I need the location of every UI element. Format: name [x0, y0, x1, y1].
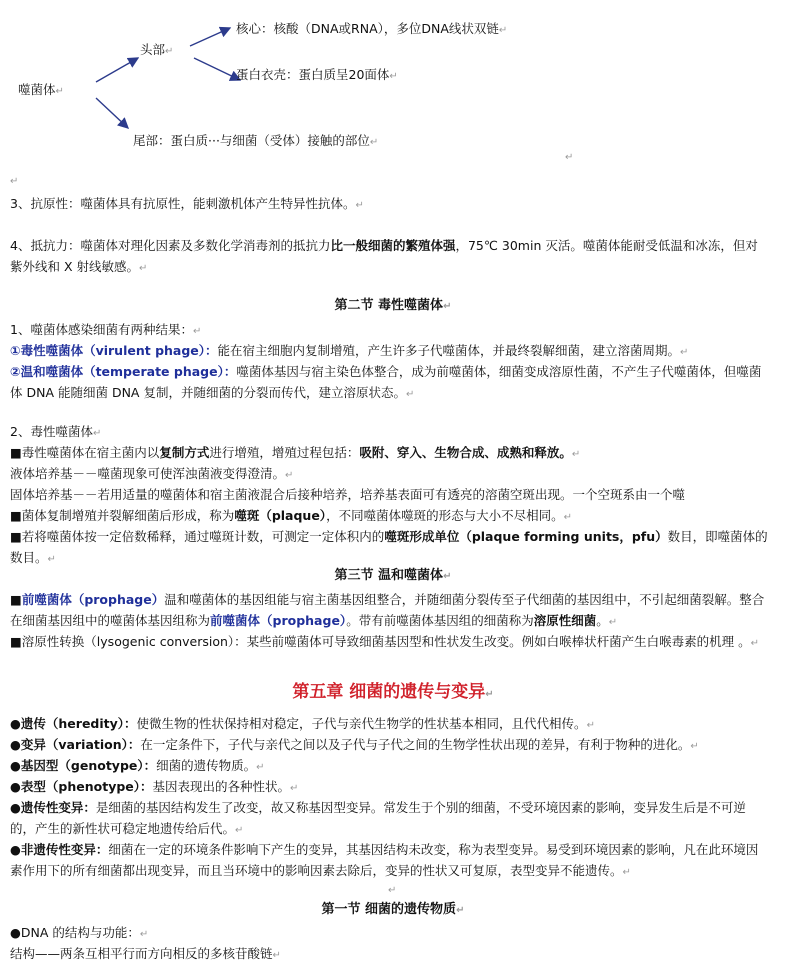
- paragraph: 液体培养基－－噬菌现象可使浑浊菌液变得澄清。↵: [10, 466, 294, 481]
- paragraph-resistance: 4、抵抗力：噬菌体对理化因素及多数化学消毒剂的抵抗力比一般细菌的繁殖体强，75℃ 30min 灭活。噬菌体能耐受低温和冰冻，但对紫外线和 X 射线敏感。↵: [10, 238, 758, 274]
- paragraph: ●DNA 的结构与功能：↵: [10, 925, 149, 940]
- paragraph: 1、噬菌体感染细菌有两种结果：↵: [10, 322, 202, 337]
- arrow-head-capsid: [194, 58, 240, 80]
- arrow-head-core: [190, 28, 230, 46]
- section-title-virulent: 第二节 毒性噬菌体↵: [334, 298, 452, 313]
- paragraph: ■菌体复制增殖并裂解细菌后形成，称为噬斑（plaque），不同噬菌体噬斑的形态与大小不尽相同。↵: [10, 508, 572, 523]
- paragraph: 结构——两条互相平行而方向相反的多核苷酸链↵: [10, 946, 281, 961]
- paragraph: 2、毒性噬菌体↵: [10, 424, 102, 439]
- diagram-head: 头部↵: [140, 42, 174, 57]
- diagram-tail: 尾部：蛋白质···与细菌（受体）接触的部位↵: [133, 133, 379, 148]
- paragraph-mark: ↵: [388, 885, 397, 896]
- paragraph: 固体培养基－－若用适量的噬菌体和宿主菌液混合后接种培养，培养基表面可有透亮的溶菌空斑出现。一个空斑系由一个噬: [10, 487, 686, 502]
- arrow-root-head: [96, 58, 138, 82]
- paragraph: ●非遗传性变异：细菌在一定的环境条件影响下产生的变异，其基因结构未改变，称为表型变异。易受到环境因素的影响，凡在此环境因素作用下的所有细菌都出现变异，而且当环境中的影响因素去除后，变异的性状又可复原，表型变异不能遗传。↵: [10, 842, 759, 878]
- arrow-root-tail: [96, 98, 128, 128]
- paragraph: ■前噬菌体（prophage）温和噬菌体的基因组能与宿主菌基因组整合，并随细菌分裂传至子代细菌的基因组中，不引起细菌裂解。整合在细菌基因组中的噬菌体基因组称为前噬菌体（prophage）。带有前噬菌体基因组的细菌称为溶原性细菌。↵: [10, 592, 765, 628]
- paragraph: ■若将噬菌体按一定倍数稀释，通过噬斑计数，可测定一定体积内的噬斑形成单位（plaque forming units，pfu）数目，即噬菌体的数目。↵: [10, 529, 768, 565]
- paragraph: ■溶原性转换（lysogenic conversion）：某些前噬菌体可导致细菌基因型和性状发生改变。例如白喉棒状杆菌产生白喉毒素的机理 。↵: [10, 634, 760, 649]
- paragraph-antigenicity: 3、抗原性：噬菌体具有抗原性，能刺激机体产生特异性抗体。↵: [10, 196, 364, 211]
- paragraph: ■毒性噬菌体在宿主菌内以复制方式进行增殖，增殖过程包括：吸附、穿入、生物合成、成熟和释放。↵: [10, 445, 581, 460]
- paragraph: ●表型（phenotype）：基因表现出的各种性状。↵: [10, 779, 299, 794]
- paragraph: ●遗传（heredity）：使微生物的性状保持相对稳定，子代与亲代生物学的性状基本相同，且代代相传。↵: [10, 716, 595, 731]
- paragraph: ①毒性噬菌体（virulent phage）：能在宿主细胞内复制增殖，产生许多子代噬菌体，并最终裂解细菌，建立溶菌周期。↵: [10, 343, 689, 358]
- paragraph: ●遗传性变异：是细菌的基因结构发生了改变，故又称基因型变异。常发生于个别的细菌，不受环境因素的影响，变异发生后是不可逆的，产生的新性状可稳定地遗传给后代。↵: [10, 800, 746, 836]
- section-title-genetic-material: 第一节 细菌的遗传物质↵: [321, 902, 465, 917]
- paragraph-mark: ↵: [565, 152, 574, 163]
- diagram-capsid: 蛋白衣壳：蛋白质呈20面体↵: [236, 67, 398, 82]
- diagram-root: 噬菌体↵: [18, 82, 64, 97]
- paragraph: ●基因型（genotype）：细菌的遗传物质。↵: [10, 758, 265, 773]
- chapter-title: 第五章 细菌的遗传与变异↵: [292, 682, 494, 702]
- paragraph: ●变异（variation）：在一定条件下，子代与亲代之间以及子代与子代之间的生物学性状出现的差异，有利于物种的进化。↵: [10, 737, 699, 752]
- paragraph: ②温和噬菌体（temperate phage）：噬菌体基因与宿主染色体整合，成为前噬菌体，细菌变成溶原性菌，不产生子代噬菌体，但噬菌体 DNA 能随细菌 DNA 复制，并随细菌的分裂而传代，建立溶原状态。↵: [10, 364, 762, 400]
- section-title-temperate: 第三节 温和噬菌体↵: [334, 568, 452, 583]
- diagram-core: 核心：核酸（DNA或RNA），多位DNA线状双链↵: [236, 21, 508, 36]
- paragraph-mark: ↵: [10, 176, 19, 187]
